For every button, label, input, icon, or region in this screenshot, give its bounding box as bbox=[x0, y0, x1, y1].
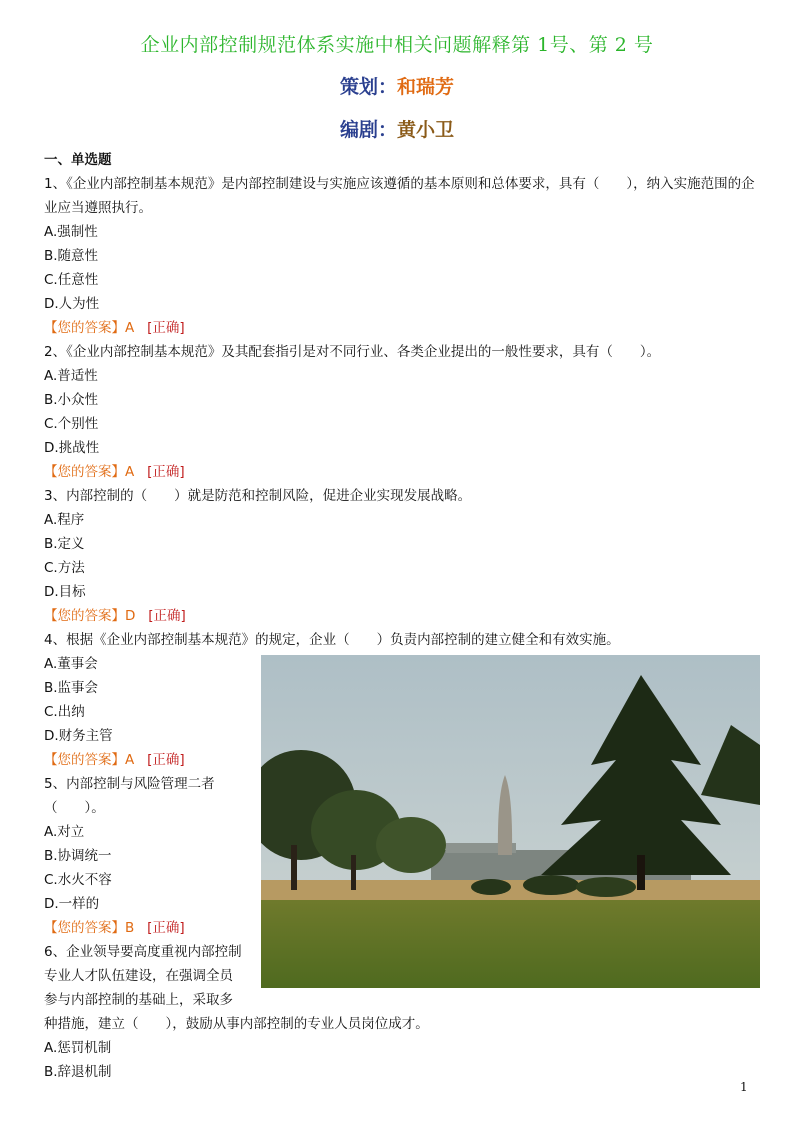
question-stem-continued: 专业人才队伍建设，在强调全员 bbox=[44, 968, 233, 984]
park-photo bbox=[261, 655, 760, 988]
planner-credit bbox=[0, 72, 794, 99]
option: C.个别性 bbox=[44, 416, 99, 432]
option: B.协调统一 bbox=[44, 848, 112, 864]
planner-label: 策划： bbox=[339, 76, 397, 98]
section-heading: 一、单选题 bbox=[44, 152, 112, 168]
question-stem: 2、《企业内部控制基本规范》及其配套指引是对不同行业、各类企业提出的一般性要求，具有（ ）。 bbox=[44, 344, 661, 360]
answer-label: 【您的答案】 bbox=[44, 608, 125, 624]
option: A.惩罚机制 bbox=[44, 1040, 112, 1056]
answer-value: D bbox=[125, 608, 136, 624]
correct-mark: [正确] bbox=[148, 608, 186, 624]
option: A.董事会 bbox=[44, 656, 98, 672]
option: D.人为性 bbox=[44, 296, 100, 312]
option: B.随意性 bbox=[44, 248, 99, 264]
question-stem: 5、内部控制与风险管理二者 bbox=[44, 776, 215, 792]
planner-name: 和瑞芳 bbox=[397, 76, 455, 98]
correct-mark: [正确] bbox=[147, 920, 185, 936]
answer-value: A bbox=[125, 752, 135, 768]
answer-line bbox=[44, 460, 759, 484]
question-stem: 3、内部控制的（ ）就是防范和控制风险，促进企业实现发展战略。 bbox=[44, 488, 472, 504]
option: A.程序 bbox=[44, 512, 85, 528]
answer-label: 【您的答案】 bbox=[44, 464, 125, 480]
question-stem: 4、根据《企业内部控制基本规范》的规定，企业（ ）负责内部控制的建立健全和有效实施。 bbox=[44, 632, 620, 648]
correct-mark: [正确] bbox=[147, 752, 185, 768]
option: B.监事会 bbox=[44, 680, 99, 696]
option: D.财务主管 bbox=[44, 728, 113, 744]
option: A.对立 bbox=[44, 824, 85, 840]
answer-label: 【您的答案】 bbox=[44, 752, 125, 768]
option: B.辞退机制 bbox=[44, 1064, 112, 1080]
option: C.水火不容 bbox=[44, 872, 112, 888]
option: B.小众性 bbox=[44, 392, 99, 408]
question-stem-continued: （ ）。 bbox=[44, 800, 105, 816]
answer-line bbox=[44, 604, 759, 628]
answer-value: A bbox=[125, 320, 135, 336]
option: C.任意性 bbox=[44, 272, 99, 288]
correct-mark: [正确] bbox=[147, 320, 185, 336]
question-stem: 1、《企业内部控制基本规范》是内部控制建设与实施应该遵循的基本原则和总体要求，具有（ ），纳入实施范围的企业应当遵照执行。 bbox=[44, 176, 755, 216]
option: B.定义 bbox=[44, 536, 85, 552]
option: C.出纳 bbox=[44, 704, 85, 720]
option: D.目标 bbox=[44, 584, 86, 600]
option: A.普适性 bbox=[44, 368, 98, 384]
option: A.强制性 bbox=[44, 224, 98, 240]
answer-line bbox=[44, 316, 759, 340]
question-stem-continued: 参与内部控制的基础上，采取多 bbox=[44, 992, 233, 1008]
page-number: 1 bbox=[740, 1080, 748, 1094]
document-title: 企业内部控制规范体系实施中相关问题解释第 1号、第 2 号 bbox=[140, 34, 654, 56]
option: C.方法 bbox=[44, 560, 85, 576]
answer-label: 【您的答案】 bbox=[44, 320, 125, 336]
option: D.挑战性 bbox=[44, 440, 100, 456]
answer-value: A bbox=[125, 464, 135, 480]
answer-label: 【您的答案】 bbox=[44, 920, 125, 936]
editor-label: 编剧： bbox=[339, 119, 397, 141]
editor-credit bbox=[0, 115, 794, 142]
editor-name: 黄小卫 bbox=[397, 119, 455, 141]
question-stem-continued: 种措施，建立（ ），鼓励从事内部控制的专业人员岗位成才。 bbox=[44, 1016, 429, 1032]
option: D.一样的 bbox=[44, 896, 100, 912]
answer-value: B bbox=[125, 920, 135, 936]
correct-mark: [正确] bbox=[147, 464, 185, 480]
question-stem: 6、企业领导要高度重视内部控制 bbox=[44, 944, 242, 960]
